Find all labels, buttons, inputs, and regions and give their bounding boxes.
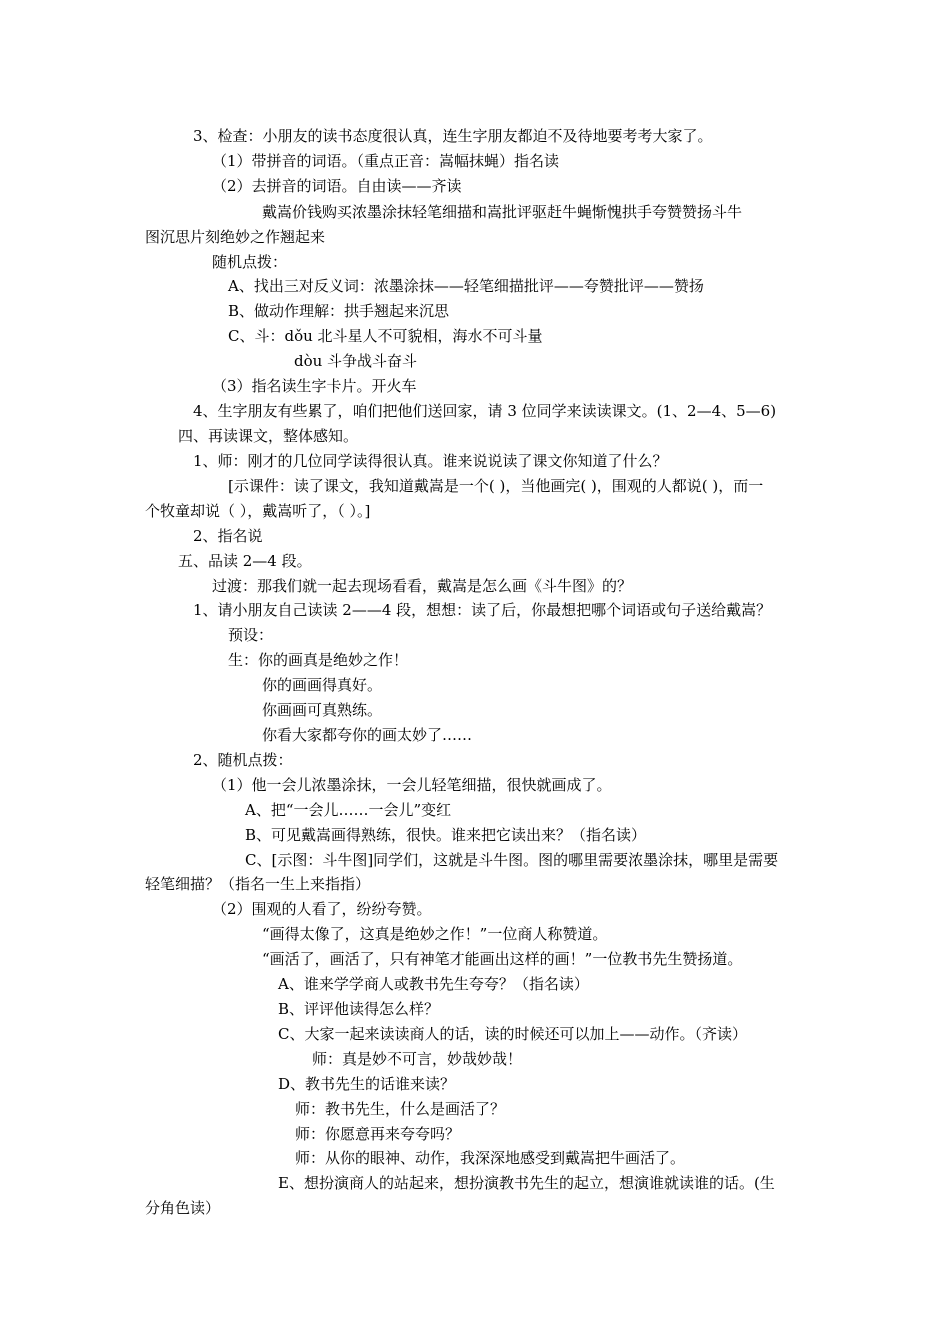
text-line: 预设：: [228, 626, 274, 644]
text-line: 你看大家都夸你的画太妙了……: [262, 726, 473, 744]
text-line: （2）围观的人看了，纷纷夸赞。: [212, 900, 432, 918]
text-line: C、[示图：斗牛图]同学们，这就是斗牛图。图的哪里需要浓墨涂抹，哪里是需要: [245, 851, 779, 869]
text-line: “画活了，画活了，只有神笔才能画出这样的画！”一位教书先生赞扬道。: [262, 950, 743, 968]
text-line: 师：真是妙不可言，妙哉妙哉！: [312, 1050, 523, 1068]
text-line: [示课件：读了课文，我知道戴嵩是一个( )，当他画完( )，围观的人都说( )，而一: [228, 477, 764, 495]
text-line: 2、指名说: [193, 527, 263, 545]
text-line: 师：教书先生，什么是画活了？: [295, 1100, 506, 1118]
text-line: 轻笔细描？（指名一生上来指指）: [145, 875, 371, 893]
text-line: 戴嵩价钱购买浓墨涂抹轻笔细描和嵩批评驱赶牛蝇惭愧拱手夸赞赞扬斗牛: [262, 203, 743, 221]
text-line: D、教书先生的话谁来读？: [278, 1075, 456, 1093]
text-line: 1、请小朋友自己读读 2——4 段，想想：读了后，你最想把哪个词语或句子送给戴嵩？: [193, 601, 772, 619]
text-line: 图沉思片刻绝妙之作翘起来: [145, 228, 326, 246]
text-line: A、找出三对反义词：浓墨涂抹——轻笔细描批评——夸赞批评——赞扬: [228, 277, 704, 295]
text-line: B、可见戴嵩画得熟练，很快。谁来把它读出来？（指名读）: [245, 826, 647, 844]
text-line: A、把“一会儿……一会儿”变红: [245, 801, 452, 819]
text-line: 过渡：那我们就一起去现场看看，戴嵩是怎么画《斗牛图》的？: [212, 577, 633, 595]
text-line: 2、随机点拨：: [193, 751, 293, 769]
text-line: 师：从你的眼神、动作，我深深地感受到戴嵩把牛画活了。: [295, 1149, 686, 1167]
text-line: C、斗：dǒu 北斗星人不可貌相，海水不可斗量: [228, 327, 543, 345]
text-line: B、做动作理解：拱手翘起来沉思: [228, 302, 450, 320]
text-line: （1）他一会儿浓墨涂抹，一会儿轻笔细描，很快就画成了。: [212, 776, 612, 794]
text-line: 4、生字朋友有些累了，咱们把他们送回家，请 3 位同学来读读课文。(1、2—4、5—6): [193, 402, 777, 420]
text-line: 四、再读课文，整体感知。: [178, 427, 359, 445]
text-line: （2）去拼音的词语。自由读——齐读: [212, 177, 462, 195]
text-line: C、大家一起来读读商人的话，读的时候还可以加上——动作。（齐读）: [278, 1025, 747, 1043]
text-line: 五、品读 2—4 段。: [178, 552, 312, 570]
text-line: 分角色读）: [145, 1199, 221, 1217]
text-line: （1）带拼音的词语。（重点正音：嵩幅抹蝇）指名读: [212, 152, 560, 170]
text-line: 生：你的画真是绝妙之作！: [228, 651, 409, 669]
text-line: 随机点拨：: [212, 253, 288, 271]
text-line: （3）指名读生字卡片。开火车: [212, 377, 417, 395]
text-line: 个牧童却说（ ），戴嵩听了，（ ）。]: [145, 502, 371, 520]
text-line: A、谁来学学商人或教书先生夸夸？（指名读）: [278, 975, 589, 993]
text-line: dòu 斗争战斗奋斗: [294, 352, 418, 370]
text-line: 师：你愿意再来夸夸吗？: [295, 1125, 461, 1143]
text-line: 你画画可真熟练。: [262, 701, 383, 719]
text-line: B、评评他读得怎么样？: [278, 1000, 440, 1018]
text-line: 1、师：刚才的几位同学读得很认真。谁来说说读了课文你知道了什么？: [193, 452, 668, 470]
text-line: 3、检查：小朋友的读书态度很认真，连生字朋友都迫不及待地要考考大家了。: [193, 127, 713, 145]
text-line: E、想扮演商人的站起来，想扮演教书先生的起立，想演谁就读谁的话。(生: [278, 1174, 775, 1192]
text-line: 你的画画得真好。: [262, 676, 383, 694]
text-line: “画得太像了，这真是绝妙之作！”一位商人称赞道。: [262, 925, 608, 943]
